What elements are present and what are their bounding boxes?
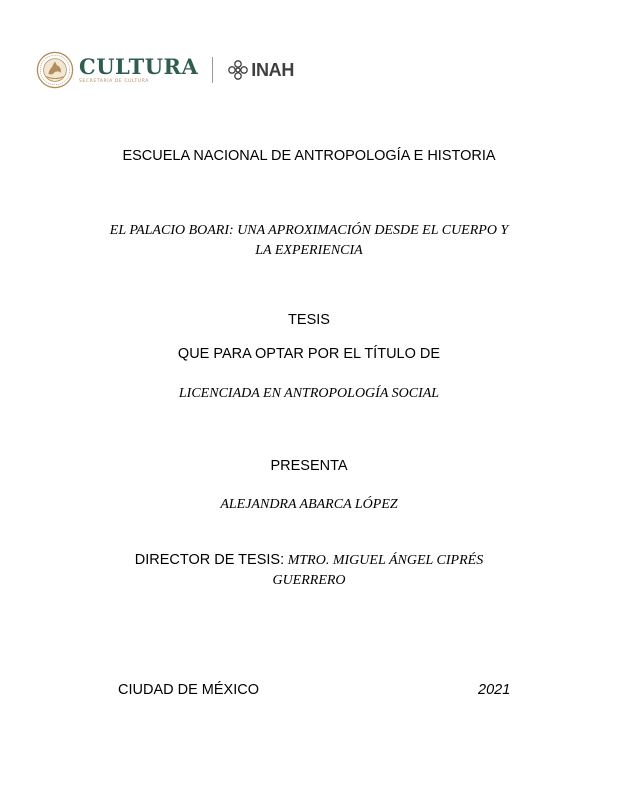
logo-divider — [212, 57, 213, 83]
thesis-title-line-2: LA EXPERIENCIA — [255, 243, 363, 258]
mexico-seal-icon — [36, 51, 74, 89]
director-label: DIRECTOR DE TESIS: — [134, 552, 285, 568]
inah-emblem-icon — [226, 58, 250, 82]
cultura-logo-subtext: SECRETARÍA DE CULTURA — [79, 78, 149, 84]
thesis-title-line-1: EL PALACIO BOARI: UNA APROXIMACIÓN DESDE EL CUERPO Y — [109, 223, 509, 238]
degree-title: LICENCIADA EN ANTROPOLOGÍA SOCIAL — [178, 386, 440, 401]
year: 2021 — [478, 682, 511, 698]
cultura-logo — [36, 51, 198, 89]
school-name: ESCUELA NACIONAL DE ANTROPOLOGÍA E HISTORIA — [122, 148, 496, 164]
city: CIUDAD DE MÉXICO — [118, 682, 259, 698]
director-name-line-1: MTRO. MIGUEL ÁNGEL CIPRÉS — [287, 553, 484, 568]
inah-logo — [226, 58, 294, 82]
director-line — [0, 551, 618, 570]
header-logos — [36, 50, 294, 90]
director-name-line-2: GUERRERO — [272, 573, 346, 588]
presenta-label: PRESENTA — [270, 458, 348, 474]
author-name: ALEJANDRA ABARCA LÓPEZ — [220, 497, 398, 512]
inah-logo-wordmark: INAH — [251, 59, 295, 80]
thesis-label: TESIS — [288, 312, 330, 328]
cultura-logo-wordmark: CULTURA — [79, 53, 199, 79]
degree-intro: QUE PARA OPTAR POR EL TÍTULO DE — [177, 346, 441, 362]
